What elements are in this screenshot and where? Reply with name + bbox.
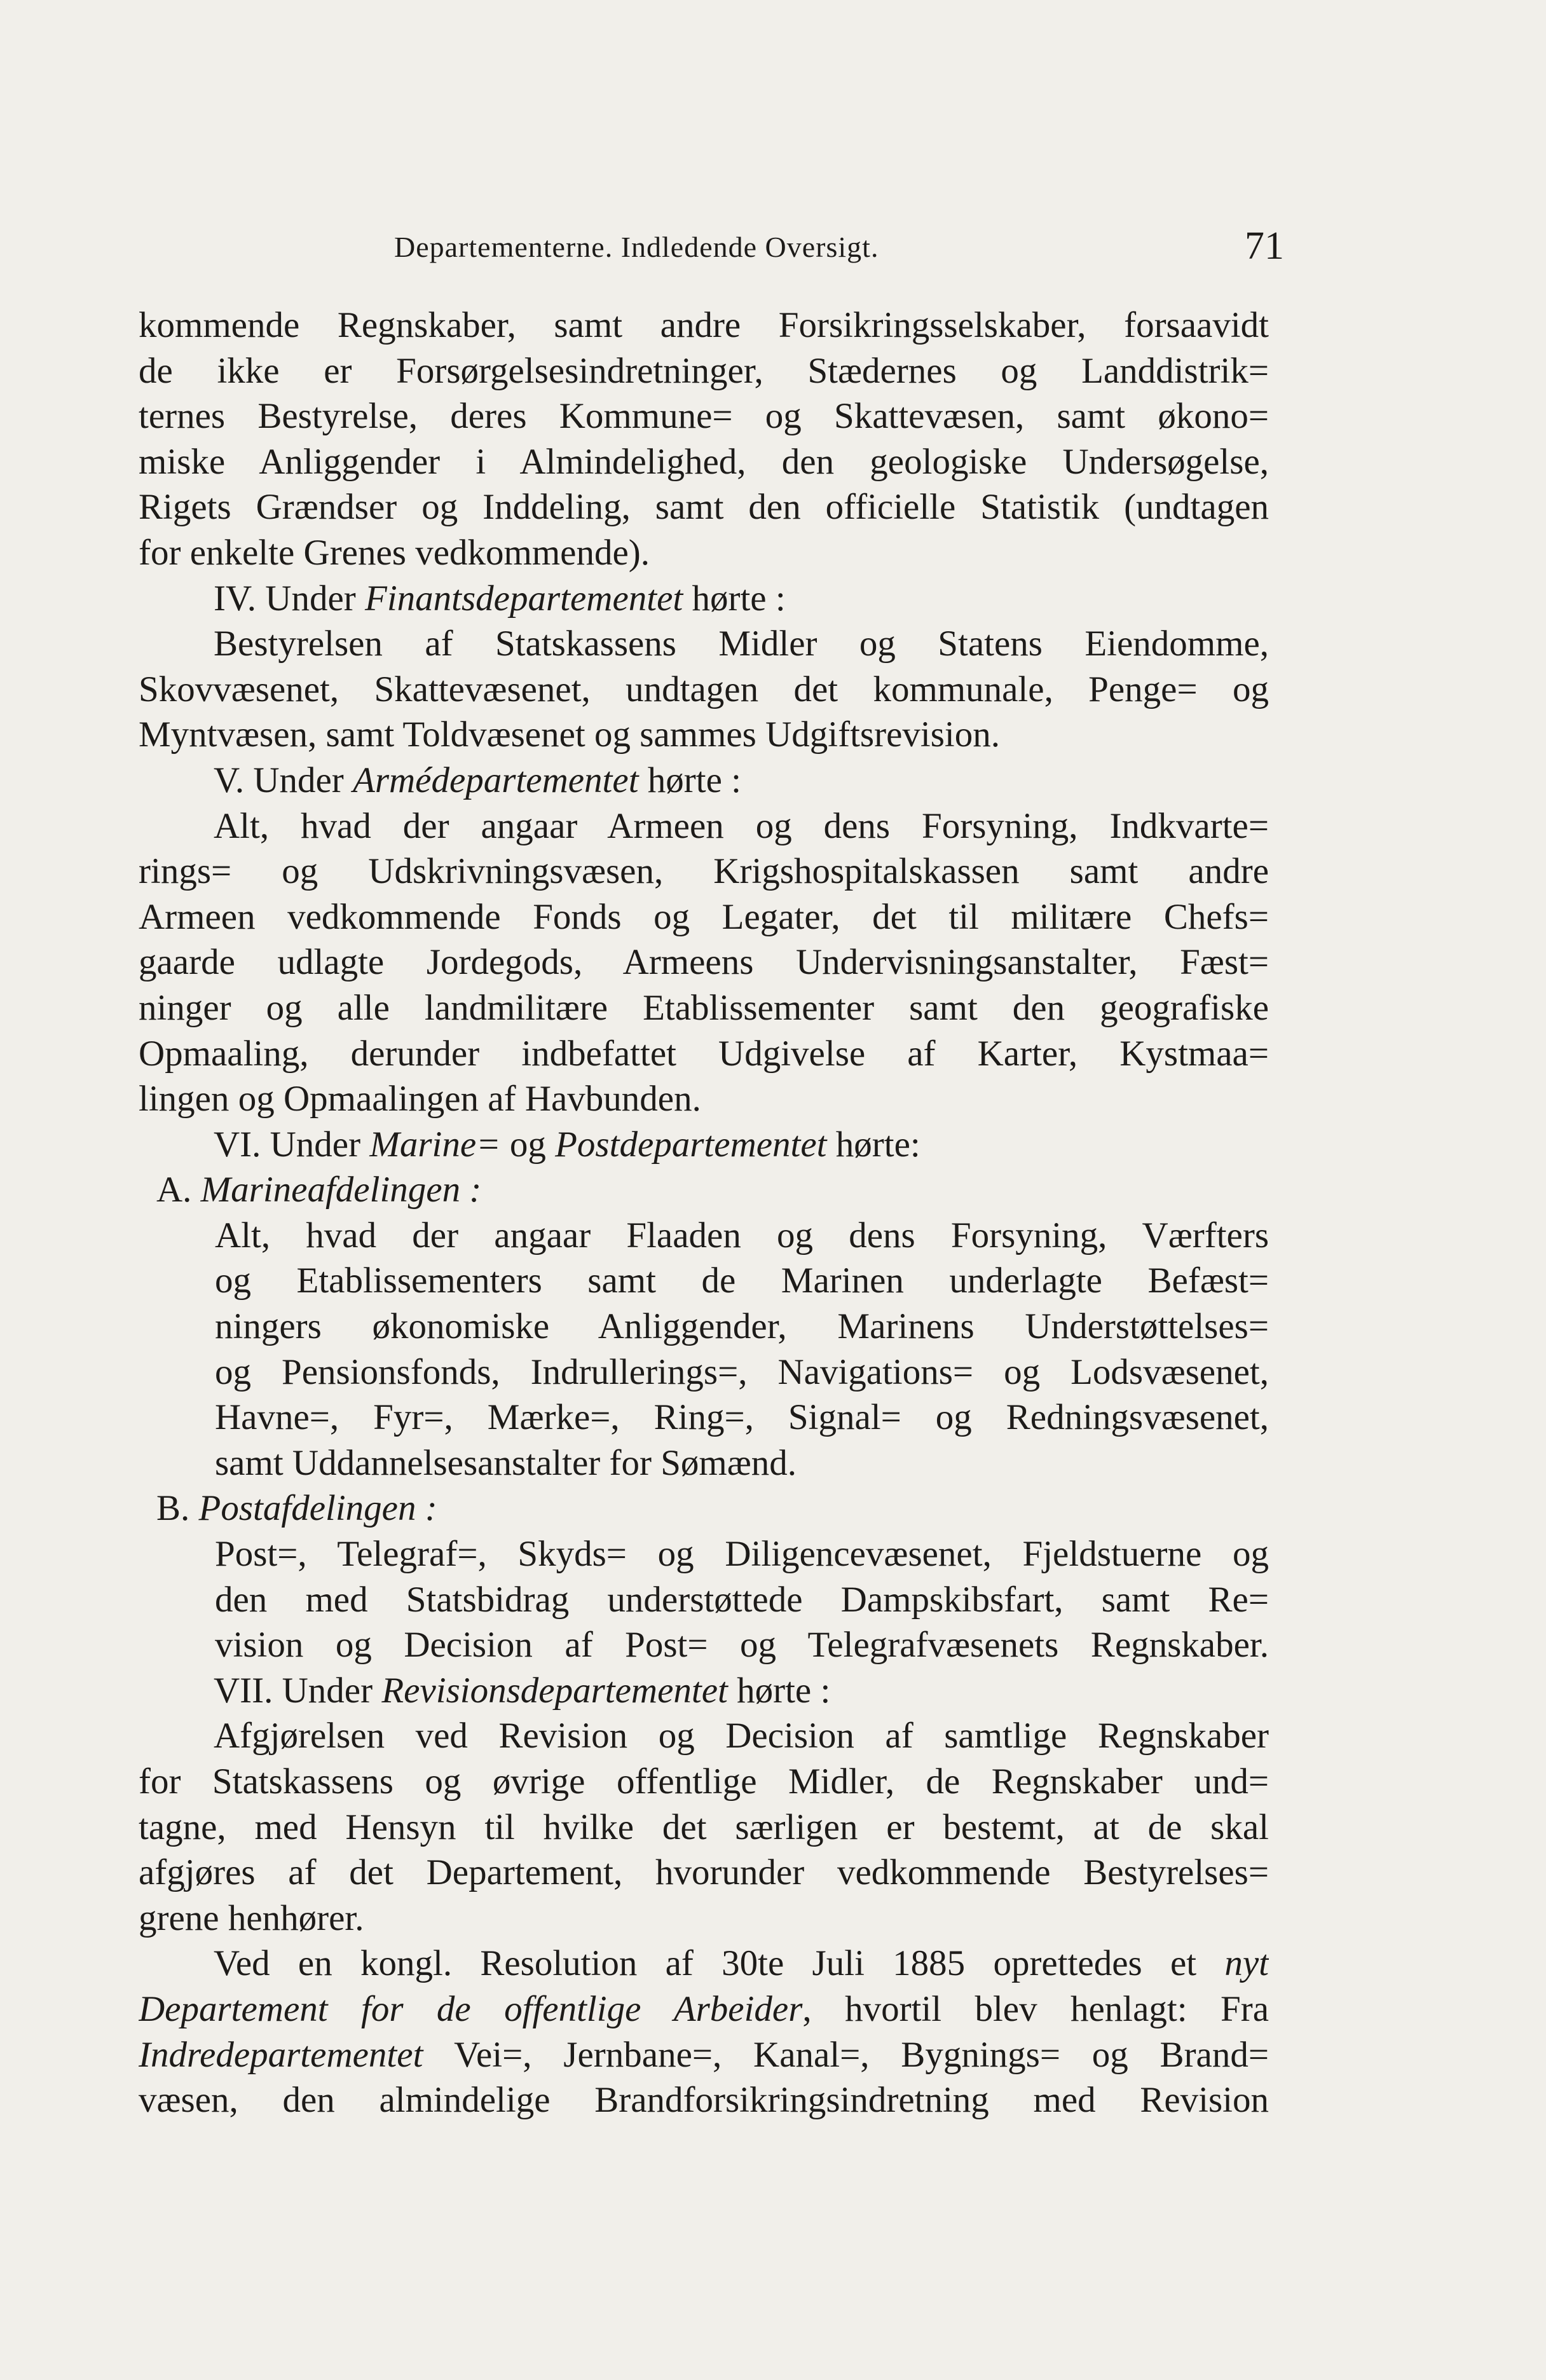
text-line: for Statskassens og øvrige offentlige Midler, de Regnskaber und= — [139, 1761, 1269, 1802]
text-line: rings= og Udskrivningsvæsen, Krigshospitalskassen samt andre — [139, 851, 1269, 892]
text-line: afgjøres af det Departement, hvorunder vedkommende Bestyrelses= — [139, 1852, 1269, 1893]
page-number: 71 — [1245, 224, 1284, 268]
text-line: gaarde udlagte Jordegods, Armeens Undervisningsanstalter, Fæst= — [139, 942, 1269, 983]
text-line: de ikke er Forsørgelsesindretninger, Stædernes og Landdistrik= — [139, 350, 1269, 391]
text-line: samt Uddannelsesanstalter for Sømænd. — [215, 1442, 797, 1483]
subsection-heading-a: A. Marineafdelingen : — [156, 1170, 482, 1210]
text-line: vision og Decision af Post= og Telegrafvæsenets Regnskaber. — [215, 1625, 1269, 1665]
body-text — [139, 303, 1269, 2123]
text-line: ternes Bestyrelse, deres Kommune= og Skattevæsen, samt økono= — [139, 396, 1269, 437]
text-line: Ved en kongl. Resolution af 30te Juli 1885 oprettedes et nyt — [214, 1943, 1269, 1984]
section-heading-iv: IV. Under Finantsdepartementet hørte : — [214, 578, 786, 619]
text-line: kommende Regnskaber, samt andre Forsikringsselskaber, forsaavidt — [139, 305, 1269, 345]
text-line: Indredepartementet Vei=, Jernbane=, Kanal=, Bygnings= og Brand= — [139, 2034, 1269, 2075]
text-line: Post=, Telegraf=, Skyds= og Diligencevæsenet, Fjeldstuerne og — [215, 1534, 1269, 1575]
text-line: og Pensionsfonds, Indrullerings=, Navigations= og Lodsvæsenet, — [215, 1351, 1269, 1392]
text-line: og Etablissementers samt de Marinen underlagte Befæst= — [215, 1261, 1269, 1301]
running-head: Departementerne. Indledende Oversigt. — [394, 231, 879, 263]
text-line: den med Statsbidrag understøttede Dampskibsfart, samt Re= — [215, 1579, 1269, 1620]
text-line: ninger og alle landmilitære Etablissementer samt den geografiske — [139, 987, 1269, 1028]
text-line: Alt, hvad der angaar Flaaden og dens Forsyning, Værfters — [215, 1215, 1269, 1255]
text-line: Rigets Grændser og Inddeling, samt den officielle Statistik (undtagen — [139, 487, 1269, 528]
text-line: Armeen vedkommende Fonds og Legater, det til militære Chefs= — [139, 896, 1269, 937]
text-line: grene henhører. — [139, 1898, 364, 1938]
text-line: Skovvæsenet, Skattevæsenet, undtagen det kommunale, Penge= og — [139, 669, 1269, 709]
text-line: miske Anliggender i Almindelighed, den geologiske Undersøgelse, — [139, 441, 1269, 482]
text-line: Departement for de offentlige Arbeider, hvortil blev henlagt: Fra — [139, 1988, 1269, 2029]
text-line: Afgjørelsen ved Revision og Decision af samtlige Regnskaber — [214, 1716, 1269, 1756]
text-line: Alt, hvad der angaar Armeen og dens Forsyning, Indkvarte= — [214, 805, 1269, 846]
page-header — [394, 224, 1284, 275]
text-line: for enkelte Grenes vedkommende). — [139, 532, 650, 573]
section-heading-vi: VI. Under Marine= og Postdepartementet hørte: — [214, 1124, 920, 1165]
text-line: Myntvæsen, samt Toldvæsenet og sammes Udgiftsrevision. — [139, 715, 1000, 755]
text-line: Opmaaling, derunder indbefattet Udgivelse af Karter, Kystmaa= — [139, 1033, 1269, 1074]
text-line: ningers økonomiske Anliggender, Marinens Understøttelses= — [215, 1306, 1269, 1347]
section-heading-vii: VII. Under Revisionsdepartementet hørte : — [214, 1670, 831, 1711]
text-line: Bestyrelsen af Statskassens Midler og Statens Eiendomme, — [214, 624, 1269, 664]
text-line: væsen, den almindelige Brandforsikringsindretning med Revision — [139, 2080, 1269, 2121]
text-line: tagne, med Hensyn til hvilke det særligen er bestemt, at de skal — [139, 1807, 1269, 1847]
section-heading-v: V. Under Armédepartementet hørte : — [214, 760, 741, 800]
subsection-heading-b: B. Postafdelingen : — [156, 1488, 437, 1529]
text-line: Havne=, Fyr=, Mærke=, Ring=, Signal= og Redningsvæsenet, — [215, 1397, 1269, 1438]
text-line: lingen og Opmaalingen af Havbunden. — [139, 1079, 701, 1119]
